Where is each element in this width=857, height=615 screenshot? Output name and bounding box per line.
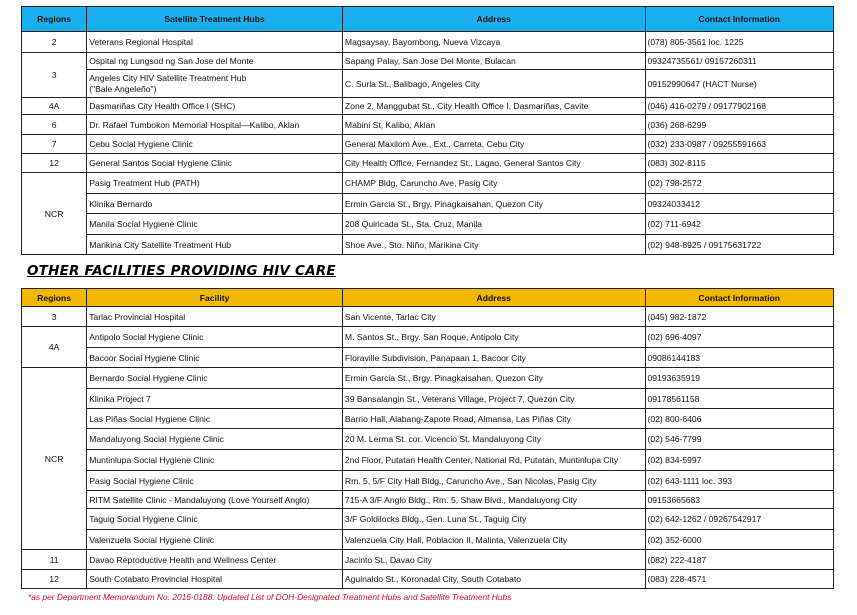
header-contact: Contact Information — [645, 7, 834, 32]
facility-cell: Klinika Bernardo — [87, 194, 343, 214]
facility-cell: RITM Satellite Clinic - Mandaluyong (Love Yourself Anglo) — [87, 491, 343, 509]
address-cell: 20 M. Lerma St. cor. Vicencio St, Mandaluyong City — [342, 429, 645, 450]
address-cell: Sapang Palay, San Jose Del Monte, Bulacan — [342, 53, 645, 70]
table-row — [22, 429, 834, 450]
table-row — [22, 214, 834, 235]
table-row — [22, 307, 834, 327]
table-row — [22, 115, 834, 135]
header-row — [22, 289, 834, 307]
table-row — [22, 509, 834, 530]
region-cell: NCR — [22, 368, 87, 550]
address-cell: Jacinto St., Davao City — [342, 550, 645, 570]
contact-cell: 09153665683 — [645, 491, 834, 509]
contact-cell: (02) 352-6000 — [645, 530, 834, 550]
satellite-treatment-hubs-table — [21, 6, 834, 255]
table-row — [22, 173, 834, 194]
contact-cell: (078) 805-3561 loc. 1225 — [645, 32, 834, 53]
facility-cell: South Cotabato Provincial Hospital — [87, 570, 343, 589]
header-hubs: Satellite Treatment Hubs — [87, 7, 343, 32]
facility-cell: Antipolo Social Hygiene Clinic — [87, 327, 343, 348]
region-cell: 4A — [22, 98, 87, 115]
contact-cell: (02) 546-7799 — [645, 429, 834, 450]
facility-cell: Mandaluyong Social Hygiene Clinic — [87, 429, 343, 450]
address-cell: Mabini St, Kalibo, Aklan — [342, 115, 645, 135]
region-cell: 3 — [22, 307, 87, 327]
facility-cell: Tarlac Provincial Hospital — [87, 307, 343, 327]
address-cell: Ermin Garcia St., Brgy. Pinagkaisahan, Quezon City — [342, 368, 645, 389]
facility-cell: Bernardo Social Hygiene Clinic — [87, 368, 343, 389]
footnote: *as per Department Memorandum No. 2016-0188: Updated List of DOH-Designated Treatment Hubs and Satellite Treatment Hubs — [28, 592, 512, 602]
header-address: Address — [342, 289, 645, 307]
facility-cell: Muntinlupa Social Hygiene Clinic — [87, 450, 343, 471]
facility-cell: General Santos Social Hygiene Clinic — [87, 154, 343, 173]
address-cell: Rm. 5, 5/F City Hall Bldg., Caruncho Ave., San Nicolas, Pasig City — [342, 471, 645, 491]
table-row — [22, 409, 834, 429]
facility-cell: Angeles City HIV Satellite Treatment Hub ("Bale Angeleño") — [87, 70, 343, 98]
contact-cell: 09324033412 — [645, 194, 834, 214]
table-row — [22, 135, 834, 154]
address-cell: Zone 2, Manggubat St., City Health Office I, Dasmariñas, Cavite — [342, 98, 645, 115]
address-cell: 39 Bansalangin St., Veterans Village, Project 7, Quezon City — [342, 389, 645, 409]
facility-cell: Dasmariñas City Health Office I (SHC) — [87, 98, 343, 115]
table-row — [22, 194, 834, 214]
address-cell: 208 Quiricada St., Sta. Cruz, Manila — [342, 214, 645, 235]
address-cell: City Health Office, Fernandez St., Lagao, General Santos City — [342, 154, 645, 173]
region-cell: 4A — [22, 327, 87, 368]
region-cell: NCR — [22, 173, 87, 255]
contact-cell: 09193635919 — [645, 368, 834, 389]
contact-cell: (02) 642-1262 / 09267542917 — [645, 509, 834, 530]
facility-cell: Manila Social Hygiene Clinic — [87, 214, 343, 235]
header-row — [22, 7, 834, 32]
contact-cell: (046) 416-0279 / 09177902168 — [645, 98, 834, 115]
region-cell: 3 — [22, 53, 87, 98]
region-cell: 7 — [22, 135, 87, 154]
contact-cell: (02) 711-6942 — [645, 214, 834, 235]
contact-cell: (083) 228-4571 — [645, 570, 834, 589]
address-cell: 715-A 3/F Anglo Bldg., Rm. 5, Shaw Blvd., Mandaluyong City — [342, 491, 645, 509]
table-row — [22, 235, 834, 255]
address-cell: CHAMP Bldg, Caruncho Ave, Pasig City — [342, 173, 645, 194]
contact-cell: (02) 643-1111 loc. 393 — [645, 471, 834, 491]
facility-cell: Las Piñas Social Hygiene Clinic — [87, 409, 343, 429]
contact-cell: 09178561158 — [645, 389, 834, 409]
address-cell: Valenzuela City Hall, Poblacion II, Malinta, Valenzuela City — [342, 530, 645, 550]
header-regions: Regions — [22, 7, 87, 32]
contact-cell: (083) 302-8115 — [645, 154, 834, 173]
address-cell: C. Surla St., Balibago, Angeles City — [342, 70, 645, 98]
facility-cell: Marikina City Satellite Treatment Hub — [87, 235, 343, 255]
facility-cell: Davao Reproductive Health and Wellness Center — [87, 550, 343, 570]
other-facilities-table — [21, 288, 834, 589]
facility-cell: Taguig Social Hygiene Clinic — [87, 509, 343, 530]
address-cell: Barrio Hall, Alabang-Zapote Road, Almansa, Las Piñas City — [342, 409, 645, 429]
table-row — [22, 368, 834, 389]
facility-cell: Bacoor Social Hygiene Clinic — [87, 348, 343, 368]
region-cell: 12 — [22, 154, 87, 173]
address-cell: Floraville Subdivision, Panapaan 1, Bacoor City — [342, 348, 645, 368]
contact-cell: 09152990647 (HACT Nurse) — [645, 70, 834, 98]
table-row — [22, 570, 834, 589]
facility-cell: Valenzuela Social Hygiene Clinic — [87, 530, 343, 550]
contact-cell: (02) 800-6406 — [645, 409, 834, 429]
header-contact: Contact Information — [645, 289, 834, 307]
facility-cell: Klinika Project 7 — [87, 389, 343, 409]
region-cell: 6 — [22, 115, 87, 135]
table-row — [22, 70, 834, 98]
address-cell: Magsaysay, Bayombong, Nueva Vizcaya — [342, 32, 645, 53]
facility-cell: Dr. Rafael Tumbokon Memorial Hospital—Kalibo, Aklan — [87, 115, 343, 135]
address-cell: Aguinaldo St., Koronadal City, South Cotabato — [342, 570, 645, 589]
contact-cell: (045) 982-1872 — [645, 307, 834, 327]
table-row — [22, 550, 834, 570]
table-row — [22, 98, 834, 115]
table-row — [22, 450, 834, 471]
contact-cell: (036) 268-6299 — [645, 115, 834, 135]
contact-cell: (082) 222-4187 — [645, 550, 834, 570]
table-row — [22, 471, 834, 491]
address-cell: 2nd Floor, Putatan Health Center, National Rd, Putatan, Muntinlupa City — [342, 450, 645, 471]
address-cell: General Maxilom Ave., Ext., Carreta, Cebu City — [342, 135, 645, 154]
contact-cell: 09086144183 — [645, 348, 834, 368]
table-row — [22, 53, 834, 70]
table-row — [22, 530, 834, 550]
facility-cell: Cebu Social Hygiene Clinic — [87, 135, 343, 154]
header-regions: Regions — [22, 289, 87, 307]
header-address: Address — [342, 7, 645, 32]
address-cell: 3/F Goldilocks Bldg., Gen. Luna St., Taguig City — [342, 509, 645, 530]
table-row — [22, 389, 834, 409]
contact-cell: (02) 834-5997 — [645, 450, 834, 471]
facility-cell: Veterans Regional Hospital — [87, 32, 343, 53]
facility-cell: Pasig Treatment Hub (PATH) — [87, 173, 343, 194]
address-cell: Ermin Garcia St., Brgy. Pinagkaisahan, Quezon City — [342, 194, 645, 214]
table-row — [22, 491, 834, 509]
region-cell: 11 — [22, 550, 87, 570]
table-row — [22, 327, 834, 348]
contact-cell: (02) 948-8925 / 09175631722 — [645, 235, 834, 255]
contact-cell: (02) 696-4097 — [645, 327, 834, 348]
contact-cell: (032) 233-0987 / 09255591663 — [645, 135, 834, 154]
address-cell: M. Santos St., Brgy. San Roque, Antipolo City — [342, 327, 645, 348]
facility-cell: Pasig Social Hygiene Clinic — [87, 471, 343, 491]
contact-cell: 09324735561/ 09157260311 — [645, 53, 834, 70]
address-cell: San Vicente, Tarlac City — [342, 307, 645, 327]
address-cell: Shoe Ave., Sto. Niño, Marikina City — [342, 235, 645, 255]
section-heading: OTHER FACILITIES PROVIDING HIV CARE — [27, 263, 336, 279]
region-cell: 2 — [22, 32, 87, 53]
table-row — [22, 348, 834, 368]
facility-cell: Ospital ng Lungsod ng San Jose del Monte — [87, 53, 343, 70]
header-facility: Facility — [87, 289, 343, 307]
table-row — [22, 154, 834, 173]
region-cell: 12 — [22, 570, 87, 589]
contact-cell: (02) 798-2572 — [645, 173, 834, 194]
table-row — [22, 32, 834, 53]
